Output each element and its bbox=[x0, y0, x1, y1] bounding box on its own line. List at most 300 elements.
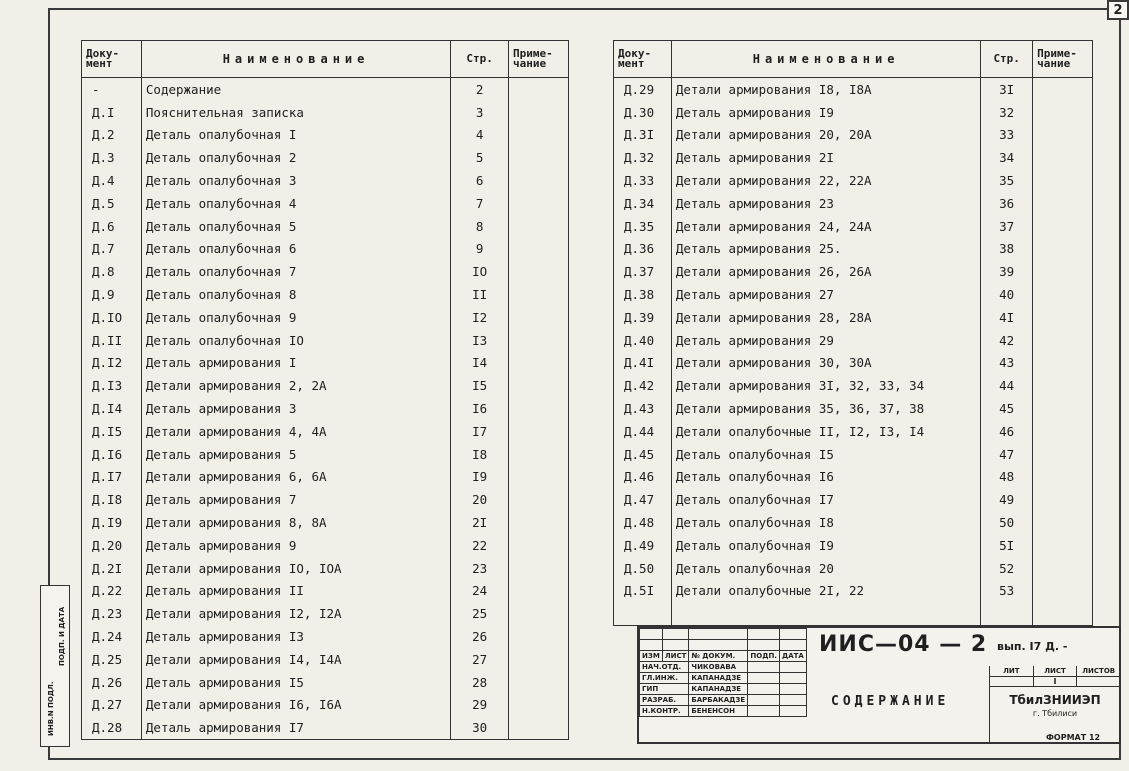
name-cell: Деталь опалубочная 3 bbox=[141, 169, 450, 192]
name-cell: Детали армирования 2, 2А bbox=[141, 374, 450, 397]
name-cell: Деталь армирования I bbox=[141, 352, 450, 375]
table-row bbox=[82, 671, 569, 694]
doc-cell: Д.3 bbox=[82, 146, 142, 169]
sheets-header: ЛИСТОВ bbox=[1082, 667, 1116, 675]
doc-cell: Д.49 bbox=[614, 534, 672, 557]
signature bbox=[748, 684, 780, 695]
doc-cell: Д.33 bbox=[614, 169, 672, 192]
note-cell bbox=[509, 374, 569, 397]
name-cell: Детали армирования 30, 30А bbox=[671, 352, 980, 375]
name-cell: Деталь опалубочная 4 bbox=[141, 192, 450, 215]
organization-name: ТбилЗНИИЭП bbox=[1009, 693, 1101, 707]
table-row bbox=[82, 283, 569, 306]
note-cell bbox=[1033, 329, 1093, 352]
page-cell: I8 bbox=[451, 443, 509, 466]
doc-cell: Д.30 bbox=[614, 101, 672, 124]
name-cell: Деталь армирования 25. bbox=[671, 238, 980, 261]
note-cell bbox=[1033, 238, 1093, 261]
format-label: ФОРМАТ 12 bbox=[1046, 733, 1101, 742]
name-cell: Пояснительная записка bbox=[141, 101, 450, 124]
note-cell bbox=[1033, 443, 1093, 466]
signatory-name: КАПАНАДЗЕ bbox=[689, 673, 748, 684]
doc-cell: - bbox=[82, 78, 142, 101]
signatory-name: БЕНЕНСОН bbox=[689, 706, 748, 717]
signatory-name: БАРБАКАДЗЕ bbox=[689, 695, 748, 706]
name-cell: Детали армирования 8, 8А bbox=[141, 511, 450, 534]
name-cell: Деталь опалубочная 9 bbox=[141, 306, 450, 329]
signature bbox=[748, 695, 780, 706]
page-cell: 26 bbox=[451, 625, 509, 648]
table-row bbox=[82, 694, 569, 717]
note-cell bbox=[509, 397, 569, 420]
doc-cell: Д.42 bbox=[614, 374, 672, 397]
page-cell: 22 bbox=[451, 534, 509, 557]
table-row bbox=[82, 443, 569, 466]
name-cell: Детали опалубочные 2I, 22 bbox=[671, 580, 980, 603]
signatory-role: Н.КОНТР. bbox=[640, 706, 689, 717]
table-row bbox=[82, 352, 569, 375]
table-row bbox=[614, 534, 1093, 557]
note-cell bbox=[509, 557, 569, 580]
grid-header-cell: ИЗМ bbox=[640, 651, 663, 662]
note-cell bbox=[1033, 420, 1093, 443]
note-cell bbox=[509, 78, 569, 101]
page-cell: 48 bbox=[981, 466, 1033, 489]
doc-cell: Д.32 bbox=[614, 146, 672, 169]
table-row bbox=[614, 557, 1093, 580]
doc-cell: Д.45 bbox=[614, 443, 672, 466]
table-row bbox=[614, 306, 1093, 329]
grid-header-cell: ДАТА bbox=[779, 651, 806, 662]
note-cell bbox=[509, 534, 569, 557]
page-cell: II bbox=[451, 283, 509, 306]
doc-cell: Д.22 bbox=[82, 580, 142, 603]
name-cell: Детали опалубочные II, I2, I3, I4 bbox=[671, 420, 980, 443]
table-row bbox=[82, 511, 569, 534]
name-cell: Детали армирования I2, I2А bbox=[141, 602, 450, 625]
doc-cell: Д.4 bbox=[82, 169, 142, 192]
doc-cell: Д.37 bbox=[614, 260, 672, 283]
page-cell: 30 bbox=[451, 716, 509, 739]
name-cell: Деталь армирования 3 bbox=[141, 397, 450, 420]
doc-cell: Д.4I bbox=[614, 352, 672, 375]
note-cell bbox=[1033, 283, 1093, 306]
table-row bbox=[82, 329, 569, 352]
note-cell bbox=[1033, 352, 1093, 375]
name-cell: Деталь армирования 23 bbox=[671, 192, 980, 215]
page-cell: I3 bbox=[451, 329, 509, 352]
doc-cell: Д.I5 bbox=[82, 420, 142, 443]
table-row bbox=[82, 397, 569, 420]
name-cell: Деталь опалубочная 20 bbox=[671, 557, 980, 580]
note-cell bbox=[509, 694, 569, 717]
page-cell: 42 bbox=[981, 329, 1033, 352]
page-cell: 8 bbox=[451, 215, 509, 238]
note-cell bbox=[1033, 124, 1093, 147]
table-row bbox=[82, 648, 569, 671]
doc-cell: Д.20 bbox=[82, 534, 142, 557]
note-cell bbox=[509, 602, 569, 625]
page-cell: 32 bbox=[981, 101, 1033, 124]
table-row bbox=[82, 534, 569, 557]
doc-cell: Д.43 bbox=[614, 397, 672, 420]
page-cell: 20 bbox=[451, 488, 509, 511]
note-cell bbox=[509, 625, 569, 648]
page-cell: 46 bbox=[981, 420, 1033, 443]
note-cell bbox=[509, 101, 569, 124]
note-cell bbox=[1033, 260, 1093, 283]
table-row bbox=[82, 625, 569, 648]
page-column-header: Стр. bbox=[981, 41, 1033, 78]
doc-cell: Д.34 bbox=[614, 192, 672, 215]
page-cell: 2 bbox=[451, 78, 509, 101]
table-row bbox=[614, 511, 1093, 534]
doc-column-header: Доку- мент bbox=[82, 41, 142, 78]
note-cell bbox=[1033, 511, 1093, 534]
name-cell: Детали армирования I8, I8А bbox=[671, 78, 980, 101]
name-cell: Детали армирования 26, 26А bbox=[671, 260, 980, 283]
table-row bbox=[614, 101, 1093, 124]
page-cell: 4I bbox=[981, 306, 1033, 329]
table-row bbox=[614, 352, 1093, 375]
table-row bbox=[82, 306, 569, 329]
note-cell bbox=[509, 716, 569, 739]
doc-cell: Д.23 bbox=[82, 602, 142, 625]
page-cell: 38 bbox=[981, 238, 1033, 261]
note-cell bbox=[509, 238, 569, 261]
page-cell: 40 bbox=[981, 283, 1033, 306]
note-cell bbox=[1033, 78, 1093, 101]
grid-header-cell: ЛИСТ bbox=[662, 651, 689, 662]
name-cell: Детали армирования I4, I4А bbox=[141, 648, 450, 671]
table-row bbox=[614, 329, 1093, 352]
name-cell: Деталь армирования 29 bbox=[671, 329, 980, 352]
table-row bbox=[614, 260, 1093, 283]
doc-cell: Д.29 bbox=[614, 78, 672, 101]
page-cell: 7 bbox=[451, 192, 509, 215]
doc-cell: Д.38 bbox=[614, 283, 672, 306]
name-cell: Деталь опалубочная IO bbox=[141, 329, 450, 352]
name-cell: Деталь опалубочная 8 bbox=[141, 283, 450, 306]
page-cell: 35 bbox=[981, 169, 1033, 192]
table-row bbox=[614, 580, 1093, 603]
doc-cell: Д.27 bbox=[82, 694, 142, 717]
sheets-value bbox=[1077, 677, 1120, 686]
page-cell: 24 bbox=[451, 580, 509, 603]
note-cell bbox=[509, 260, 569, 283]
page-cell: 39 bbox=[981, 260, 1033, 283]
table-row bbox=[82, 124, 569, 147]
table-row bbox=[82, 146, 569, 169]
page-cell: IO bbox=[451, 260, 509, 283]
table-row bbox=[82, 215, 569, 238]
doc-cell: Д.44 bbox=[614, 420, 672, 443]
name-cell: Деталь опалубочная 6 bbox=[141, 238, 450, 261]
table-row bbox=[82, 169, 569, 192]
note-cell bbox=[1033, 215, 1093, 238]
page-cell: 34 bbox=[981, 146, 1033, 169]
name-cell: Деталь опалубочная I7 bbox=[671, 488, 980, 511]
name-cell: Детали армирования 22, 22А bbox=[671, 169, 980, 192]
name-cell: Деталь армирования 7 bbox=[141, 488, 450, 511]
doc-cell: Д.50 bbox=[614, 557, 672, 580]
side-stamp bbox=[40, 585, 70, 747]
note-cell bbox=[509, 146, 569, 169]
name-cell: Детали армирования 35, 36, 37, 38 bbox=[671, 397, 980, 420]
page-cell: I9 bbox=[451, 466, 509, 489]
note-cell bbox=[509, 488, 569, 511]
note-cell bbox=[509, 443, 569, 466]
page-cell: 36 bbox=[981, 192, 1033, 215]
note-cell bbox=[1033, 466, 1093, 489]
signatory-role: РАЗРАБ. bbox=[640, 695, 689, 706]
doc-cell: Д.36 bbox=[614, 238, 672, 261]
doc-cell: Д.46 bbox=[614, 466, 672, 489]
note-cell bbox=[509, 466, 569, 489]
doc-cell: Д.IO bbox=[82, 306, 142, 329]
table-row bbox=[614, 397, 1093, 420]
sheet-title: СОДЕРЖАНИЕ bbox=[831, 694, 950, 709]
doc-cell: Д.35 bbox=[614, 215, 672, 238]
grid-header-cell: ПОДП. bbox=[748, 651, 780, 662]
doc-cell: Д.9 bbox=[82, 283, 142, 306]
page-cell: 27 bbox=[451, 648, 509, 671]
name-cell: Деталь армирования 5 bbox=[141, 443, 450, 466]
doc-cell: Д.3I bbox=[614, 124, 672, 147]
page-cell: I7 bbox=[451, 420, 509, 443]
note-cell bbox=[509, 671, 569, 694]
name-cell: Детали армирования I6, I6А bbox=[141, 694, 450, 717]
note-cell bbox=[509, 511, 569, 534]
title-block bbox=[637, 626, 1121, 744]
signature bbox=[748, 706, 780, 717]
doc-cell: Д.I4 bbox=[82, 397, 142, 420]
note-cell bbox=[1033, 602, 1093, 625]
note-cell bbox=[509, 124, 569, 147]
note-column-header: Приме- чание bbox=[1033, 41, 1093, 78]
table-row bbox=[614, 124, 1093, 147]
page-cell: 49 bbox=[981, 488, 1033, 511]
name-cell: Детали армирования 28, 28А bbox=[671, 306, 980, 329]
note-cell bbox=[1033, 192, 1093, 215]
page-cell: 2I bbox=[451, 511, 509, 534]
doc-cell: Д.5 bbox=[82, 192, 142, 215]
page-cell: 6 bbox=[451, 169, 509, 192]
note-cell bbox=[509, 169, 569, 192]
note-cell bbox=[1033, 101, 1093, 124]
side-stamp-label: ИНВ.N ПОДЛ. bbox=[47, 681, 55, 736]
table-row bbox=[614, 488, 1093, 511]
page-cell: 45 bbox=[981, 397, 1033, 420]
name-cell bbox=[671, 602, 980, 625]
doc-cell: Д.I2 bbox=[82, 352, 142, 375]
page-cell: 43 bbox=[981, 352, 1033, 375]
page-cell: 25 bbox=[451, 602, 509, 625]
name-cell: Детали армирования 20, 20А bbox=[671, 124, 980, 147]
note-cell bbox=[509, 192, 569, 215]
doc-cell: Д.24 bbox=[82, 625, 142, 648]
doc-cell: Д.48 bbox=[614, 511, 672, 534]
note-cell bbox=[1033, 557, 1093, 580]
note-cell bbox=[1033, 580, 1093, 603]
toc-table-right bbox=[613, 40, 1093, 626]
doc-cell: Д.2 bbox=[82, 124, 142, 147]
page-cell: 37 bbox=[981, 215, 1033, 238]
signatory-role: НАЧ.ОТД. bbox=[640, 662, 689, 673]
table-row bbox=[82, 580, 569, 603]
name-cell: Детали армирования 6, 6А bbox=[141, 466, 450, 489]
signatory-name: КАПАНАДЗЕ bbox=[689, 684, 748, 695]
note-cell bbox=[509, 306, 569, 329]
name-cell: Детали армирования 4, 4А bbox=[141, 420, 450, 443]
lit-header: ЛИТ bbox=[990, 666, 1034, 676]
page-cell bbox=[981, 602, 1033, 625]
table-row bbox=[614, 192, 1093, 215]
grid-header-cell: № ДОКУМ. bbox=[689, 651, 748, 662]
table-row bbox=[82, 602, 569, 625]
page-column-header: Стр. bbox=[451, 41, 509, 78]
toc-table-left bbox=[81, 40, 569, 740]
table-row bbox=[614, 238, 1093, 261]
note-cell bbox=[1033, 534, 1093, 557]
table-row bbox=[82, 716, 569, 739]
table-row bbox=[82, 192, 569, 215]
doc-cell: Д.I9 bbox=[82, 511, 142, 534]
name-cell: Деталь армирования I5 bbox=[141, 671, 450, 694]
table-row bbox=[614, 420, 1093, 443]
note-cell bbox=[509, 420, 569, 443]
doc-cell: Д.25 bbox=[82, 648, 142, 671]
doc-cell: Д.2I bbox=[82, 557, 142, 580]
table-row bbox=[82, 78, 569, 101]
page-number: 2 bbox=[1107, 0, 1129, 20]
table-row bbox=[614, 169, 1093, 192]
name-cell: Деталь опалубочная I9 bbox=[671, 534, 980, 557]
note-cell bbox=[509, 329, 569, 352]
page-cell: 52 bbox=[981, 557, 1033, 580]
signature bbox=[748, 673, 780, 684]
page-cell: 5 bbox=[451, 146, 509, 169]
note-cell bbox=[1033, 306, 1093, 329]
signature bbox=[748, 662, 780, 673]
name-cell: Деталь опалубочная 7 bbox=[141, 260, 450, 283]
name-cell: Деталь армирования I9 bbox=[671, 101, 980, 124]
document-designation: ИИС—04 — 2 bbox=[819, 632, 988, 657]
note-cell bbox=[509, 648, 569, 671]
table-row bbox=[82, 466, 569, 489]
doc-cell: Д.I7 bbox=[82, 466, 142, 489]
page-cell: 9 bbox=[451, 238, 509, 261]
name-cell: Детали армирования IO, IOА bbox=[141, 557, 450, 580]
organization-box bbox=[989, 666, 1120, 742]
name-cell: Деталь опалубочная I5 bbox=[671, 443, 980, 466]
name-cell: Деталь армирования 2I bbox=[671, 146, 980, 169]
page-cell: 4 bbox=[451, 124, 509, 147]
name-cell: Деталь опалубочная I6 bbox=[671, 466, 980, 489]
page-cell: 29 bbox=[451, 694, 509, 717]
doc-cell: Д.I3 bbox=[82, 374, 142, 397]
table-row bbox=[82, 101, 569, 124]
name-cell: Содержание bbox=[141, 78, 450, 101]
page-cell: 28 bbox=[451, 671, 509, 694]
name-column-header: Наименование bbox=[141, 41, 450, 78]
name-cell: Деталь опалубочная 5 bbox=[141, 215, 450, 238]
sheet-value: I bbox=[1034, 677, 1078, 686]
table-row bbox=[614, 374, 1093, 397]
table-row bbox=[614, 283, 1093, 306]
signatory-role: ГИП bbox=[640, 684, 689, 695]
doc-cell: Д.40 bbox=[614, 329, 672, 352]
table-row bbox=[614, 466, 1093, 489]
doc-cell bbox=[614, 602, 672, 625]
table-row bbox=[614, 215, 1093, 238]
name-cell: Деталь армирования I3 bbox=[141, 625, 450, 648]
note-cell bbox=[509, 215, 569, 238]
doc-cell: Д.39 bbox=[614, 306, 672, 329]
doc-cell: Д.47 bbox=[614, 488, 672, 511]
name-cell: Деталь армирования 27 bbox=[671, 283, 980, 306]
table-row bbox=[614, 146, 1093, 169]
table-row bbox=[82, 238, 569, 261]
name-cell: Детали армирования 24, 24А bbox=[671, 215, 980, 238]
doc-cell: Д.5I bbox=[614, 580, 672, 603]
table-row bbox=[82, 420, 569, 443]
note-cell bbox=[509, 352, 569, 375]
page-cell: 3 bbox=[451, 101, 509, 124]
name-column-header: Наименование bbox=[671, 41, 980, 78]
signature-grid bbox=[639, 628, 807, 717]
doc-cell: Д.I bbox=[82, 101, 142, 124]
note-cell bbox=[509, 580, 569, 603]
note-cell bbox=[1033, 374, 1093, 397]
page-cell: I5 bbox=[451, 374, 509, 397]
sheet-header: ЛИСТ bbox=[1034, 666, 1078, 676]
note-cell bbox=[509, 283, 569, 306]
name-cell: Деталь армирования I7 bbox=[141, 716, 450, 739]
lit-value bbox=[990, 677, 1034, 686]
name-cell: Деталь армирования 9 bbox=[141, 534, 450, 557]
page-cell: 23 bbox=[451, 557, 509, 580]
doc-cell: Д.II bbox=[82, 329, 142, 352]
page-cell: I2 bbox=[451, 306, 509, 329]
page-cell: I6 bbox=[451, 397, 509, 420]
doc-cell: Д.6 bbox=[82, 215, 142, 238]
page-cell: 44 bbox=[981, 374, 1033, 397]
note-cell bbox=[1033, 397, 1093, 420]
doc-cell: Д.8 bbox=[82, 260, 142, 283]
name-cell: Деталь армирования II bbox=[141, 580, 450, 603]
table-row bbox=[614, 443, 1093, 466]
page-cell: 47 bbox=[981, 443, 1033, 466]
note-cell bbox=[1033, 146, 1093, 169]
signatory-name: ЧИКОВАВА bbox=[689, 662, 748, 673]
page-cell: I4 bbox=[451, 352, 509, 375]
doc-cell: Д.I6 bbox=[82, 443, 142, 466]
doc-cell: Д.28 bbox=[82, 716, 142, 739]
doc-cell: Д.I8 bbox=[82, 488, 142, 511]
table-row bbox=[614, 602, 1093, 625]
note-cell bbox=[1033, 169, 1093, 192]
side-stamp-label: ПОДП. И ДАТА bbox=[58, 606, 66, 666]
page-cell: 50 bbox=[981, 511, 1033, 534]
page-cell: 53 bbox=[981, 580, 1033, 603]
doc-cell: Д.26 bbox=[82, 671, 142, 694]
doc-column-header: Доку- мент bbox=[614, 41, 672, 78]
note-column-header: Приме- чание bbox=[509, 41, 569, 78]
table-row bbox=[614, 78, 1093, 101]
signatory-role: ГЛ.ИНЖ. bbox=[640, 673, 689, 684]
name-cell: Деталь опалубочная I bbox=[141, 124, 450, 147]
